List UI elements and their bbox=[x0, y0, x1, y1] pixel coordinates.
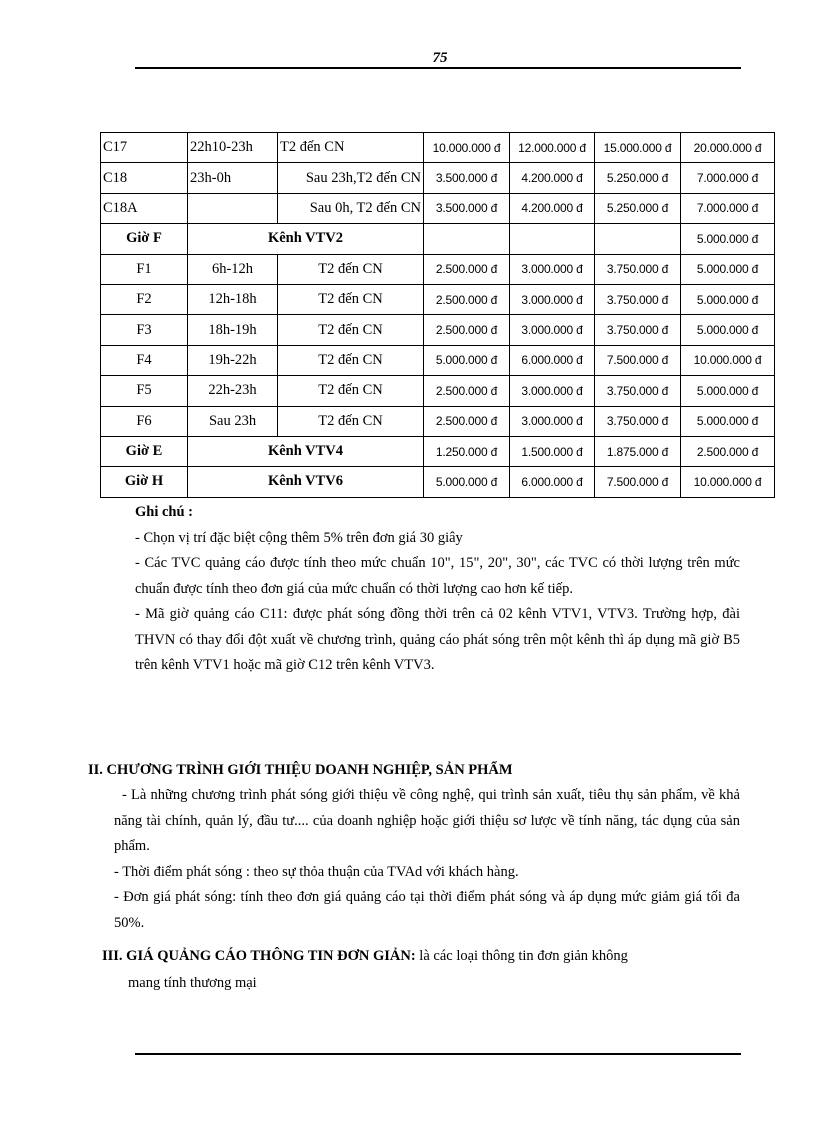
price-cell: 5.000.000 đ bbox=[424, 467, 510, 497]
channel-name: Kênh VTV2 bbox=[188, 224, 424, 254]
section-ii-title: II. CHƯƠNG TRÌNH GIỚI THIỆU DOANH NGHIỆP, SẢN PHẨM bbox=[88, 762, 513, 778]
note-item: - Mã giờ quảng cáo C11: được phát sóng đồng thời trên cả 02 kênh VTV1, VTV3. Trường hợp, đài THVN có thay đổi đột xuất về chương trình, quảng cáo phát sóng trên một kênh thì áp dụng mã giờ B5 trên kênh VTV1 hoặc mã giờ C12 trên kênh VTV3. bbox=[135, 606, 740, 673]
price-cell: 3.000.000 đ bbox=[510, 284, 595, 314]
slot-days: T2 đến CN bbox=[278, 345, 424, 375]
price-cell: 12.000.000 đ bbox=[510, 133, 595, 163]
price-cell: 3.000.000 đ bbox=[510, 376, 595, 406]
table-row bbox=[101, 467, 775, 497]
price-cell: 3.750.000 đ bbox=[595, 254, 681, 284]
table-row bbox=[101, 376, 775, 406]
price-cell: 6.000.000 đ bbox=[510, 467, 595, 497]
section-ii-paragraph: - Là những chương trình phát sóng giới thiệu về công nghệ, qui trình sản xuất, tiêu thụ sản phẩm, về khả năng tài chính, quản lý, đầu tư.... của doanh nghiệp hoặc giới thiệu sơ lược về tính năng, tác dụng của sản phẩm. bbox=[114, 787, 740, 854]
price-cell: 10.000.000 đ bbox=[424, 133, 510, 163]
price-cell: 10.000.000 đ bbox=[681, 467, 775, 497]
slot-time: Sau 23h bbox=[188, 406, 278, 436]
slot-group-code: Giờ H bbox=[101, 467, 188, 497]
section-iii-text: là các loại thông tin đơn giản không bbox=[415, 948, 628, 964]
table-row bbox=[101, 406, 775, 436]
slot-code: C17 bbox=[101, 133, 188, 163]
price-cell: 2.500.000 đ bbox=[424, 376, 510, 406]
table-row bbox=[101, 133, 775, 163]
slot-time: 6h-12h bbox=[188, 254, 278, 284]
slot-code: C18 bbox=[101, 163, 188, 193]
slot-days: T2 đến CN bbox=[278, 406, 424, 436]
price-cell: 7.500.000 đ bbox=[595, 345, 681, 375]
section-ii-paragraph: - Đơn giá phát sóng: tính theo đơn giá quảng cáo tại thời điểm phát sóng và áp dụng mức giảm giá tối đa 50%. bbox=[114, 889, 740, 931]
slot-days: Sau 0h, T2 đến CN bbox=[278, 193, 424, 223]
slot-code: F1 bbox=[101, 254, 188, 284]
slot-group-code: Giờ E bbox=[101, 436, 188, 466]
table-row bbox=[101, 163, 775, 193]
slot-code: C18A bbox=[101, 193, 188, 223]
slot-time: 18h-19h bbox=[188, 315, 278, 345]
table-row bbox=[101, 436, 775, 466]
price-cell: 5.000.000 đ bbox=[681, 284, 775, 314]
section-iii-line bbox=[102, 943, 747, 970]
price-cell: 15.000.000 đ bbox=[595, 133, 681, 163]
price-cell: 7.000.000 đ bbox=[681, 163, 775, 193]
slot-time: 19h-22h bbox=[188, 345, 278, 375]
slot-time: 22h10-23h bbox=[188, 133, 278, 163]
slot-days: T2 đến CN bbox=[278, 284, 424, 314]
slot-time: 23h-0h bbox=[188, 163, 278, 193]
slot-days: T2 đến CN bbox=[278, 254, 424, 284]
table-row bbox=[101, 254, 775, 284]
section-ii-paragraph: - Thời điểm phát sóng : theo sự thỏa thuận của TVAd với khách hàng. bbox=[114, 863, 519, 880]
note-item: - Các TVC quảng cáo được tính theo mức chuẩn 10", 15", 20", 30", các TVC có thời lượng trên mức chuẩn được tính theo đơn giá của mức chuẩn có thời lượng cao hơn kế tiếp. bbox=[135, 555, 740, 597]
price-cell: 3.750.000 đ bbox=[595, 376, 681, 406]
slot-days: Sau 23h,T2 đến CN bbox=[278, 163, 424, 193]
price-cell bbox=[595, 224, 681, 254]
price-cell: 5.000.000 đ bbox=[681, 254, 775, 284]
page-number: 75 bbox=[432, 50, 448, 66]
header-rule bbox=[135, 67, 741, 69]
section-iii bbox=[102, 943, 747, 997]
price-cell: 5.000.000 đ bbox=[681, 224, 775, 254]
price-cell: 1.250.000 đ bbox=[424, 436, 510, 466]
price-cell: 3.500.000 đ bbox=[424, 163, 510, 193]
table-row bbox=[101, 193, 775, 223]
price-cell: 2.500.000 đ bbox=[681, 436, 775, 466]
price-cell: 10.000.000 đ bbox=[681, 345, 775, 375]
price-cell: 5.000.000 đ bbox=[681, 376, 775, 406]
channel-name: Kênh VTV4 bbox=[188, 436, 424, 466]
slot-days: T2 đến CN bbox=[278, 315, 424, 345]
price-cell: 20.000.000 đ bbox=[681, 133, 775, 163]
channel-name: Kênh VTV6 bbox=[188, 467, 424, 497]
slot-time: 22h-23h bbox=[188, 376, 278, 406]
price-cell: 6.000.000 đ bbox=[510, 345, 595, 375]
price-cell: 7.500.000 đ bbox=[595, 467, 681, 497]
table-row bbox=[101, 315, 775, 345]
slot-time: 12h-18h bbox=[188, 284, 278, 314]
price-cell: 5.000.000 đ bbox=[681, 315, 775, 345]
table-row bbox=[101, 345, 775, 375]
price-cell: 2.500.000 đ bbox=[424, 254, 510, 284]
price-cell: 1.500.000 đ bbox=[510, 436, 595, 466]
slot-code: F6 bbox=[101, 406, 188, 436]
price-cell: 5.000.000 đ bbox=[424, 345, 510, 375]
table-row bbox=[101, 284, 775, 314]
price-cell: 4.200.000 đ bbox=[510, 193, 595, 223]
slot-time bbox=[188, 193, 278, 223]
slot-code: F4 bbox=[101, 345, 188, 375]
price-cell: 5.000.000 đ bbox=[681, 406, 775, 436]
price-cell bbox=[510, 224, 595, 254]
section-iii-title: III. GIÁ QUẢNG CÁO THÔNG TIN ĐƠN GIẢN: bbox=[102, 948, 416, 964]
price-cell: 3.000.000 đ bbox=[510, 315, 595, 345]
price-cell: 5.250.000 đ bbox=[595, 193, 681, 223]
slot-code: F2 bbox=[101, 284, 188, 314]
price-cell bbox=[424, 224, 510, 254]
price-cell: 1.875.000 đ bbox=[595, 436, 681, 466]
price-cell: 3.750.000 đ bbox=[595, 284, 681, 314]
rate-table bbox=[100, 132, 775, 498]
price-cell: 2.500.000 đ bbox=[424, 315, 510, 345]
section-iii-continuation: mang tính thương mại bbox=[128, 975, 257, 991]
footer-rule bbox=[135, 1053, 741, 1055]
slot-group-code: Giờ F bbox=[101, 224, 188, 254]
price-cell: 3.000.000 đ bbox=[510, 254, 595, 284]
price-cell: 2.500.000 đ bbox=[424, 284, 510, 314]
price-cell: 3.750.000 đ bbox=[595, 315, 681, 345]
table-row bbox=[101, 224, 775, 254]
note-item: - Chọn vị trí đặc biệt cộng thêm 5% trên đơn giá 30 giây bbox=[135, 529, 463, 546]
section-ii bbox=[88, 758, 740, 936]
slot-days: T2 đến CN bbox=[278, 133, 424, 163]
notes-heading: Ghi chú : bbox=[135, 504, 194, 520]
slot-code: F5 bbox=[101, 376, 188, 406]
price-cell: 7.000.000 đ bbox=[681, 193, 775, 223]
price-cell: 3.500.000 đ bbox=[424, 193, 510, 223]
slot-days: T2 đến CN bbox=[278, 376, 424, 406]
price-cell: 3.750.000 đ bbox=[595, 406, 681, 436]
price-cell: 3.000.000 đ bbox=[510, 406, 595, 436]
slot-code: F3 bbox=[101, 315, 188, 345]
price-cell: 5.250.000 đ bbox=[595, 163, 681, 193]
notes-block bbox=[135, 500, 740, 679]
price-cell: 2.500.000 đ bbox=[424, 406, 510, 436]
price-cell: 4.200.000 đ bbox=[510, 163, 595, 193]
